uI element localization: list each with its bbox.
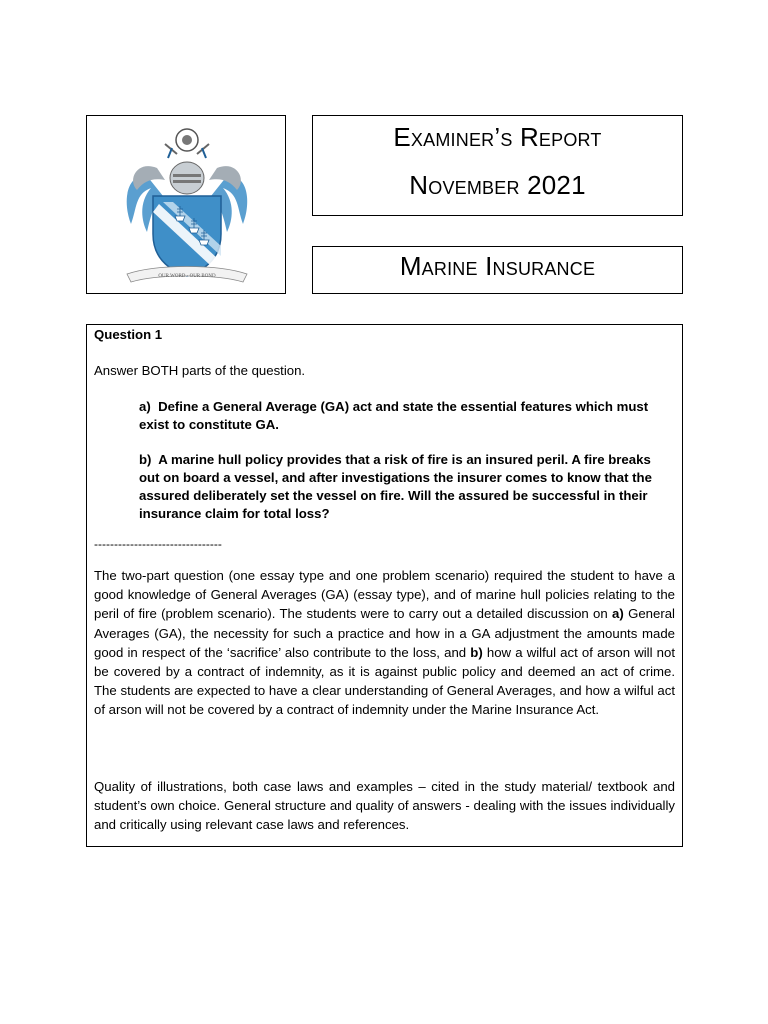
para1-intro: The two-part question (one essay type and one problem scenario) required the student to have a good knowledge of General Averages (GA) (essay type), and of marine hull policies relating to the peril of fire (problem scenario). The students were to carry out a detailed discussion on: [94, 568, 675, 622]
report-paragraph-1: [94, 566, 675, 720]
part-b-text: A marine hull policy provides that a risk of fire is an insured peril. A fire breaks out on board a vessel, and after investigations the insurer comes to know that the assured deliberately set the vessel on fire. Will the assured be successful in their insurance claim for total loss?: [139, 452, 652, 521]
para1-end: how a wilful act of arson will not be covered by a contract of indemnity, as it is against public policy and deemed an act of crime. The students are expected to have a clear understanding of General Averages, and how a wilful act of arson will not be covered by a contract of indemnity under the Marine Insurance Act.: [94, 644, 676, 718]
para1-label-b: b): [470, 644, 483, 660]
para1-label-a: a): [612, 606, 624, 622]
report-date: November 2021: [409, 170, 586, 200]
coat-of-arms-logo: [117, 124, 257, 286]
part-b: [139, 451, 668, 523]
subject-title: Marine Insurance: [399, 251, 596, 281]
part-a-label: a): [139, 399, 151, 414]
report-title-box: [312, 115, 683, 216]
motto-text: OUR WORD · OUR BOND: [158, 274, 216, 279]
question-instruction: Answer BOTH parts of the question.: [94, 363, 306, 378]
separator-line: --------------------------------: [94, 537, 222, 551]
part-a: [139, 398, 668, 434]
report-title: Examiner’s Report: [393, 122, 602, 152]
part-a-text: Define a General Average (GA) act and state the essential features which must exist to constitute GA.: [139, 399, 649, 432]
subject-box: [312, 246, 683, 294]
crest-box: [86, 115, 286, 294]
question-heading: Question 1: [94, 327, 163, 342]
part-b-label: b): [139, 452, 152, 467]
question-content-box: [86, 324, 683, 847]
report-paragraph-2: Quality of illustrations, both case laws and examples – cited in the study material/ textbook and student’s own choice. General structure and quality of answers - dealing with the issues individually and critically using relevant case laws and references.: [94, 779, 675, 833]
para1-middle: General Averages (GA), the necessity for such a practice and how in a GA adjustment the amounts made good in respect of the ‘sacrifice’ also contribute to the loss, and: [94, 606, 675, 660]
